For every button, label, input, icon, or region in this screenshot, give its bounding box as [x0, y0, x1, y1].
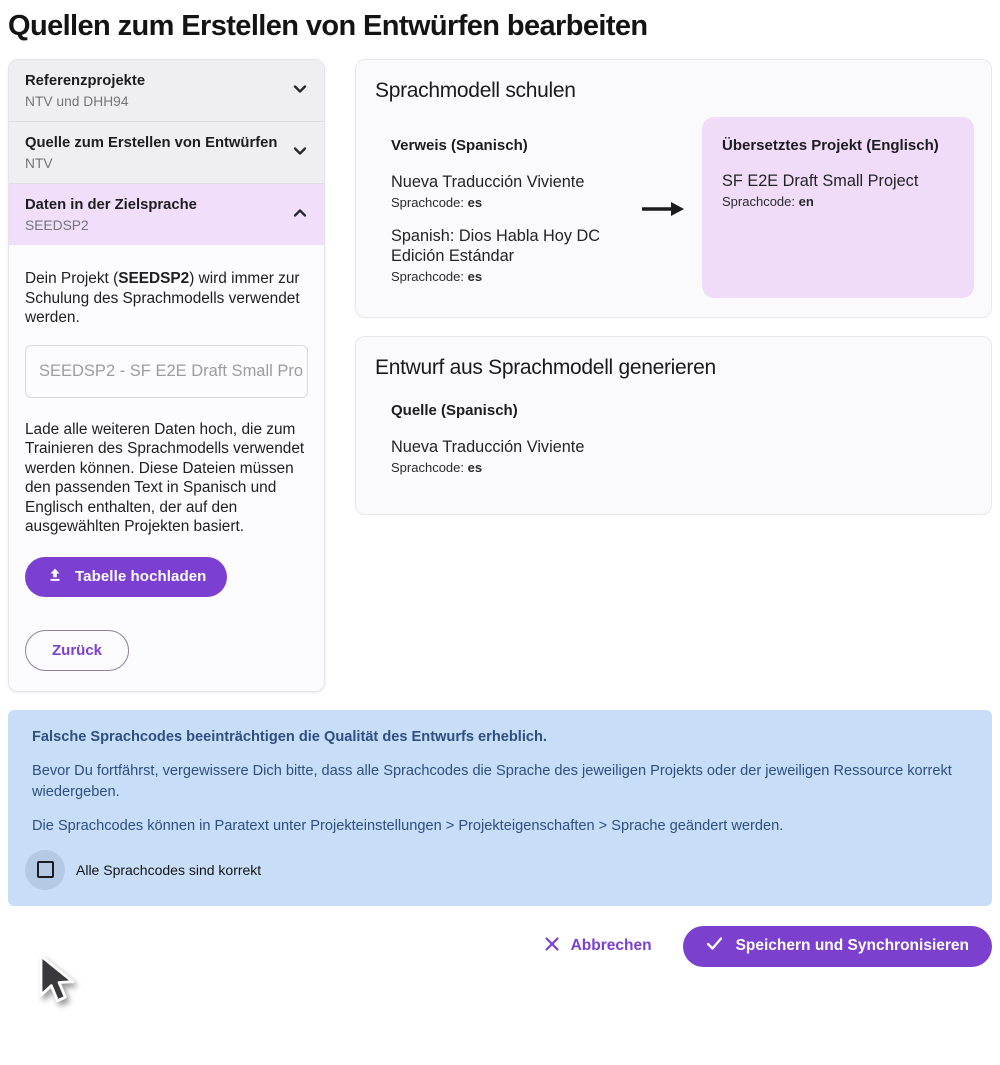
dialog-actions	[0, 926, 1000, 967]
save-button-label: Speichern und Synchronisieren	[735, 937, 969, 954]
upload-icon	[46, 566, 64, 588]
language-code: Sprachcode: es	[391, 195, 483, 210]
content-area	[0, 59, 1000, 692]
back-button[interactable]	[25, 630, 129, 671]
chevron-up-icon	[292, 205, 308, 226]
stepper-sidebar	[8, 59, 325, 692]
list-item	[391, 226, 625, 284]
confirm-codes-row	[32, 850, 968, 890]
translated-project-box	[702, 117, 974, 298]
section-subtitle: NTV	[25, 156, 53, 171]
section-title: Daten in der Zielsprache	[25, 197, 197, 213]
sidebar-item-drafting-source[interactable]	[9, 122, 324, 184]
language-codes-warning-banner	[8, 710, 992, 906]
project-name: Spanish: Dios Habla Hoy DC Edición Estándar	[391, 227, 601, 265]
warning-headline: Falsche Sprachcodes beeinträchtigen die Qualität des Entwurfs erheblich.	[32, 728, 547, 745]
language-codes-correct-checkbox[interactable]	[37, 861, 54, 878]
list-item	[391, 172, 625, 210]
target-language-data-panel	[9, 245, 324, 691]
target-column-heading: Übersetztes Projekt (Englisch)	[722, 137, 939, 154]
back-button-label: Zurück	[52, 641, 103, 659]
cancel-button-label: Abbrechen	[570, 937, 652, 954]
arrow-right-icon	[625, 117, 701, 300]
generate-draft-card-title: Entwurf aus Sprachmodell generieren	[375, 356, 716, 379]
train-model-card-title: Sprachmodell schulen	[375, 79, 576, 102]
section-subtitle: NTV und DHH94	[25, 94, 129, 109]
language-code: Sprachcode: es	[391, 269, 483, 284]
project-short-name: SEEDSP2	[118, 270, 190, 287]
save-and-sync-button[interactable]	[683, 926, 992, 967]
warning-body: Bevor Du fortfährst, vergewissere Dich bitte, dass alle Sprachcodes die Sprache des jeweiligen Projekts oder der jeweiligen Ressource korrekt wiedergeben.	[32, 762, 952, 800]
train-model-card	[355, 59, 992, 318]
language-code: Sprachcode: es	[391, 460, 483, 475]
section-title: Referenzprojekte	[25, 73, 146, 89]
project-field-value: SEEDSP2 - SF E2E Draft Small Pro	[39, 361, 304, 380]
close-icon	[544, 936, 560, 957]
source-column-heading: Verweis (Spanisch)	[391, 137, 528, 154]
draft-sources-edit-page	[0, 10, 1000, 1065]
section-subtitle: SEEDSP2	[25, 218, 89, 233]
checkbox-ripple	[25, 850, 65, 890]
check-icon	[706, 936, 723, 956]
language-code: Sprachcode: en	[722, 194, 814, 209]
project-name: Nueva Traducción Viviente	[391, 438, 585, 456]
warning-instructions: Die Sprachcodes können in Paratext unter Projekteinstellungen > Projekteigenschaften > Sprache geändert werden.	[32, 817, 784, 834]
section-title: Quelle zum Erstellen von Entwürfen	[25, 135, 278, 151]
upload-button-label: Tabelle hochladen	[75, 568, 207, 585]
cancel-button[interactable]	[540, 928, 656, 965]
project-name: SF E2E Draft Small Project	[722, 172, 919, 190]
sidebar-item-reference-projects[interactable]	[9, 60, 324, 122]
upload-table-button[interactable]	[25, 557, 227, 597]
sidebar-item-target-language-data[interactable]	[9, 184, 324, 245]
draft-source-heading: Quelle (Spanisch)	[391, 402, 518, 419]
project-note: Dein Projekt (SEEDSP2) wird immer zur Schulung des Sprachmodells verwendet werden.	[25, 270, 300, 326]
main-column	[355, 59, 992, 515]
checkbox-label: Alle Sprachcodes sind korrekt	[76, 861, 262, 878]
upload-hint: Lade alle weiteren Daten hoch, die zum Trainieren des Sprachmodells verwendet werden können. Diese Dateien müssen den passenden Text in Spanisch und Englisch enthalten, der auf den ausgewählten Projekten basiert.	[25, 420, 305, 535]
project-name: Nueva Traducción Viviente	[391, 173, 585, 191]
training-sources-column	[375, 117, 625, 300]
chevron-down-icon	[292, 81, 308, 102]
chevron-down-icon	[292, 143, 308, 164]
project-field[interactable]	[25, 345, 308, 398]
page-title: Quellen zum Erstellen von Entwürfen bearbeiten	[8, 10, 648, 42]
generate-draft-card	[355, 336, 992, 515]
